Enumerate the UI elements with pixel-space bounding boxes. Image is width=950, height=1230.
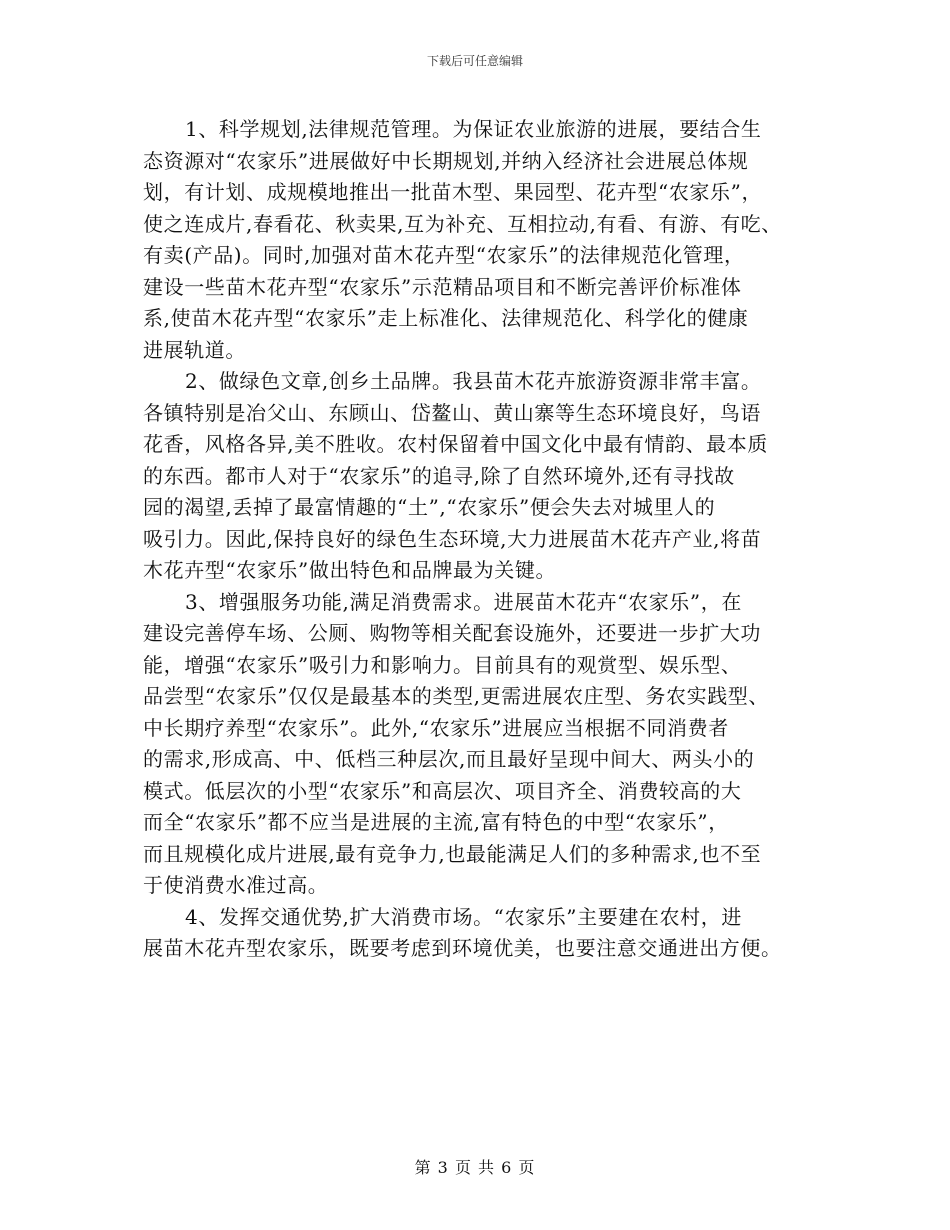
- text-line: 3、增强服务功能,满足消费需求。进展苗木花卉“农家乐”，在: [185, 589, 742, 614]
- text-line: 于使消费水准过高。: [143, 873, 329, 897]
- text-line: 建设一些苗木花卉型“农家乐”示范精品项目和不断完善评价标准体: [143, 274, 742, 299]
- page-header: 下载后可任意编辑: [426, 54, 523, 68]
- paragraph-4: [143, 902, 823, 965]
- text-line: 4、发挥交通优势,扩大消费市场。“农家乐”主要建在农村，进: [185, 904, 742, 929]
- text-line: 的需求,形成高、中、低档三种层次,而且最好呈现中间大、两头小的: [143, 747, 755, 771]
- document-body: [143, 114, 823, 965]
- text-line: 态资源对“农家乐”进展做好中长期规划,并纳入经济社会进展总体规: [143, 148, 749, 173]
- paragraph-1: [143, 114, 823, 366]
- text-line: 模式。低层次的小型“农家乐”和高层次、项目齐全、消费较高的大: [143, 778, 742, 803]
- text-line: 1、科学规划,法律规范管理。为保证农业旅游的进展，要结合生: [185, 117, 762, 141]
- text-line: 中长期疗养型“农家乐”。此外,“农家乐”进展应当根据不同消费者: [143, 715, 729, 740]
- text-line: 使之连成片,春看花、秋卖果,互为补充、互相拉动,有看、有游、有吃、: [143, 211, 782, 236]
- text-line: 进展轨道。: [143, 337, 246, 362]
- text-line: 木花卉型“农家乐”做出特色和品牌最为关键。: [143, 558, 557, 582]
- text-line: 建设完善停车场、公厕、购物等相关配套设施外，还要进一步扩大功: [143, 621, 761, 645]
- text-line: 2、做绿色文章,创乡土品牌。我县苗木花卉旅游资源非常丰富。: [185, 369, 762, 393]
- text-line: 的东西。都市人对于“农家乐”的追寻,除了自然环境外,还有寻找故: [143, 463, 735, 488]
- text-line: 园的渴望,丢掉了最富情趣的“土”,“农家乐”便会失去对城里人的: [143, 495, 716, 519]
- text-line: 花香，风格各异,美不胜收。农村保留着中国文化中最有情韵、最本质: [143, 432, 768, 456]
- paragraph-2: [143, 366, 823, 587]
- text-line: 系,使苗木花卉型“农家乐”走上标准化、法律规范化、科学化的健康: [143, 306, 749, 330]
- page-number: 第 3 页 共 6 页: [414, 1158, 536, 1177]
- text-line: 吸引力。因此,保持良好的绿色生态环境,大力进展苗木花卉产业,将苗: [143, 526, 762, 551]
- paragraph-3: [143, 587, 823, 902]
- text-line: 展苗木花卉型农家乐，既要考虑到环境优美，也要注意交通进出方便。: [143, 936, 782, 960]
- text-line: 而且规模化成片进展,最有竞争力,也最能满足人们的多种需求,也不至: [143, 841, 762, 866]
- text-line: 各镇特别是冶父山、东顾山、岱鳌山、黄山寨等生态环境良好，鸟语: [143, 400, 761, 425]
- text-line: 划，有计划、成规模地推出一批苗木型、果园型、花卉型“农家乐”，: [143, 180, 763, 204]
- text-line: 而全“农家乐”都不应当是进展的主流,富有特色的中型“农家乐”，: [143, 810, 729, 834]
- text-line: 品尝型“农家乐”仅仅是最基本的类型,更需进展农庄型、务农实践型、: [143, 684, 770, 708]
- text-line: 能，增强“农家乐”吸引力和影响力。目前具有的观赏型、娱乐型、: [143, 652, 742, 677]
- text-line: 有卖(产品)。同时,加强对苗木花卉型“农家乐”的法律规范化管理，: [143, 243, 745, 267]
